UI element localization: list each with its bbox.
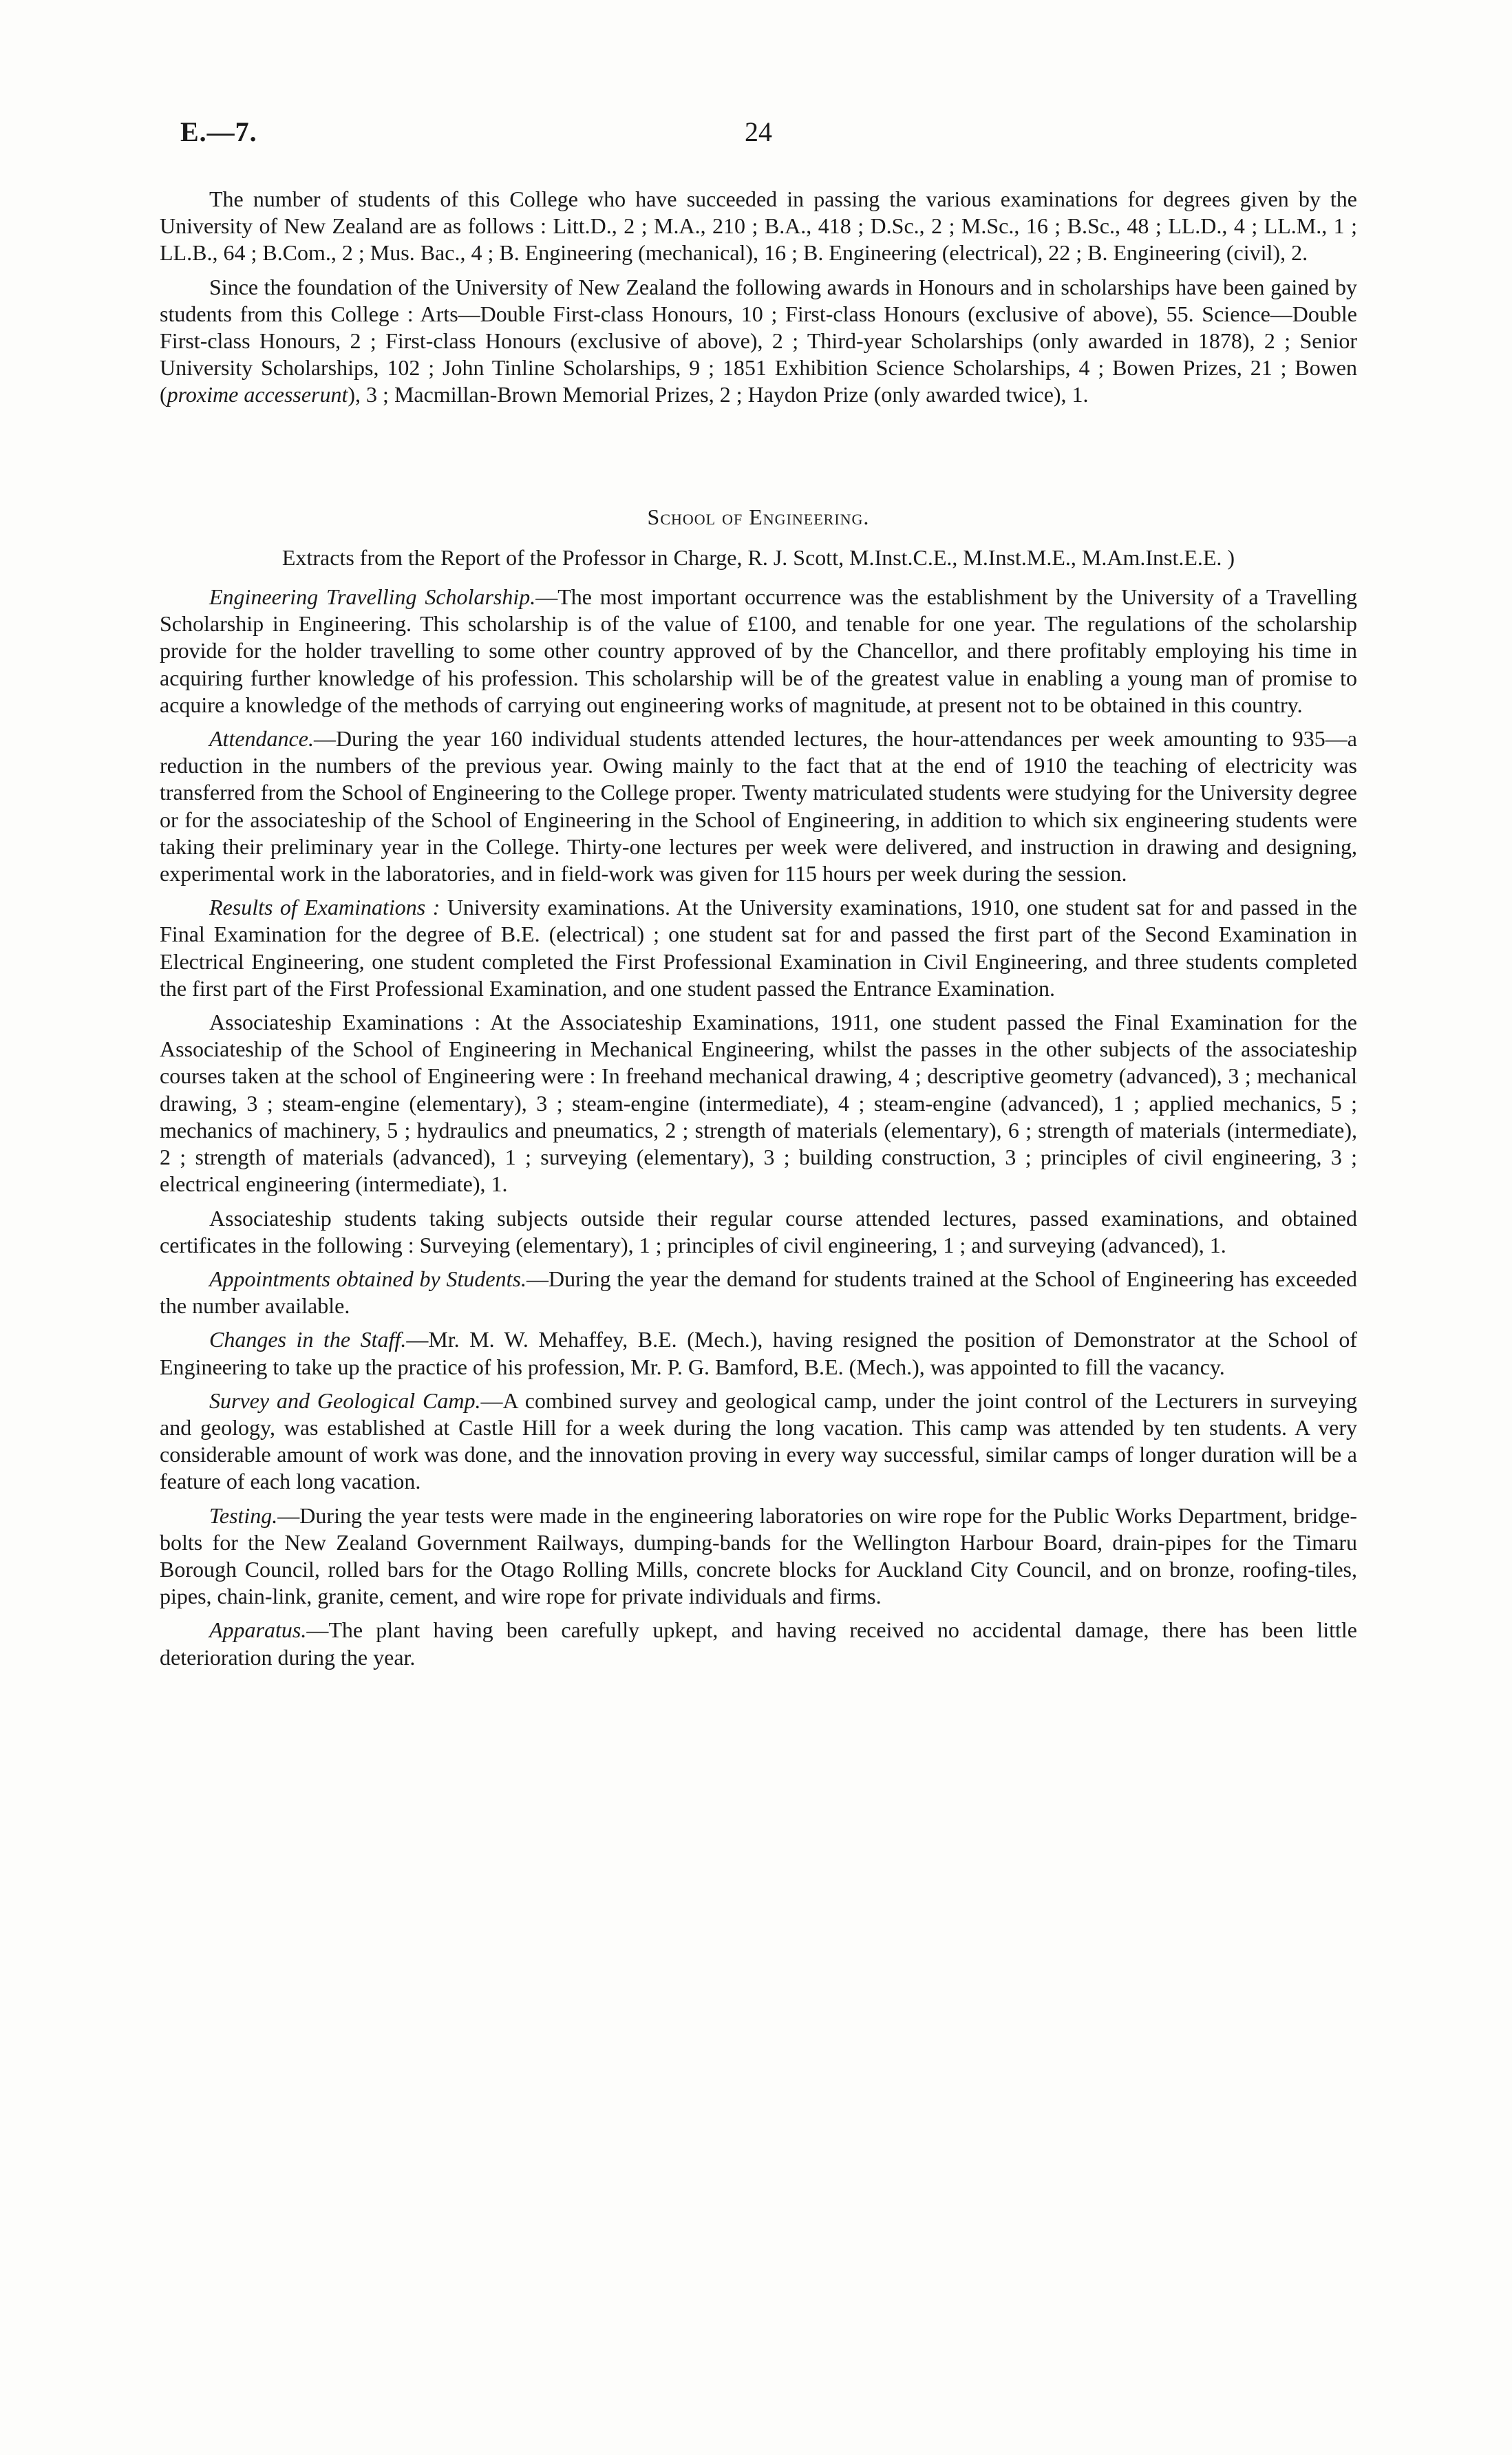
paragraph-heading: Survey and Geological Camp. xyxy=(209,1388,481,1413)
page-number: 24 xyxy=(745,116,772,147)
paragraph-survey-camp xyxy=(160,1388,1357,1496)
paragraph-heading: Testing. xyxy=(209,1502,278,1528)
paragraph-text: —Mr. M. W. Mehaffey, B.E. (Mech.), having resigned the position of Demonstrator at the School of Engineering to take up the practice of his profession, Mr. P. G. Bamford, B.E. (Mech.), was appointed to fill the vacancy. xyxy=(160,1327,1358,1379)
paragraph-results-of-examinations xyxy=(160,894,1357,1002)
page-header xyxy=(180,116,1350,150)
body-text xyxy=(160,186,1357,1678)
paragraph-text: —A combined survey and geological camp, under the joint control of the Lecturers in surveying and geology, was established at Castle Hill for a week during the long vacation. This camp was attended by ten students. A very considerable amount of work was done, and the innovation proving in every way successful, similar camps of longer duration will be a feature of each long vacation. xyxy=(160,1388,1358,1494)
honours-text-start: Since the foundation of the University of New Zealand the following awards in Honours and in scholarships have been gained by students from this College : Arts—Double First-class Honours, 10 ; First-class Honours (exclusive of above), 55. Science—Double First-class Honours, 2 ; First-class Honours (exclusive of above), 2 ; Third-year Scholarships (only awarded in 1878), 2 ; Senior University Scholarships, 102 ; John Tinline Scholarships, 9 ; 1851 Exhibition Science Scholarships, 4 ; Bowen Prizes, 21 ; Bowen ( xyxy=(160,274,1357,407)
paragraph-testing xyxy=(160,1502,1357,1611)
paragraph-text: University examinations. At the University examinations, 1910, one student sat for and passed in the Final Examination for the degree of B.E. (electrical) ; one student sat for and passed the first part of the Second Examination in Electrical Engineering, one student completed the First Professional Examination in Civil Engineering, and three students completed the first part of the First Professional Examination, and one student passed the Entrance Examination. xyxy=(160,895,1358,1001)
paragraph-heading: Attendance. xyxy=(209,726,314,752)
paragraph-appointments xyxy=(160,1266,1357,1319)
paragraph-apparatus xyxy=(160,1617,1357,1670)
paragraph-attendance xyxy=(160,725,1357,887)
intro-paragraph-degrees: The number of students of this College who have succeeded in passing the various examinations for degrees given by the University of New Zealand are as follows : Litt.D., 2 ; M.A., 210 ; B.A., 418 ; D.Sc., 2 ; M.Sc., 16 ; B.Sc., 48 ; LL.D., 4 ; LL.M., 1 ; LL.B., 64 ; B.Com., 2 ; Mus. Bac., 4 ; B. Engineering (mechanical), 16 ; B. Engineering (electrical), 22 ; B. Engineering (civil), 2. xyxy=(160,187,1357,266)
paragraph-associateship-examinations xyxy=(160,1009,1357,1198)
section-subtitle: Extracts from the Report of the Professor in Charge, R. J. Scott, M.Inst.C.E., M.Inst.M.E., M.Am.Inst.E.E. ) xyxy=(281,544,1235,570)
intro-paragraph-honours xyxy=(160,274,1357,409)
paragraph-staff-changes xyxy=(160,1326,1357,1380)
paragraph-heading: Apparatus. xyxy=(209,1617,307,1643)
paragraph-text: —The most important occurrence was the establishment by the University of a Travelling Scholarship in Engineering. This scholarship is of the value of £100, and tenable for one year. The regulations of the scholarship provide for the holder travelling to some other country approved of by the Chancellor, and there profitably employing his time in acquiring further knowledge of his profession. This scholarship will be of the greatest value in enabling a young man of promise to acquire a knowledge of the methods of carrying out engineering works of magnitude, at present not to be obtained in this country. xyxy=(160,584,1358,717)
paragraph-heading: Engineering Travelling Scholarship. xyxy=(209,584,536,610)
latin-phrase: proxime accesserunt xyxy=(167,382,348,407)
paragraph-text: Associateship students taking subjects outside their regular course attended lectures, passed examinations, and obtained certificates in the following : Surveying (elementary), 1 ; principles of civil engineering, 1 ; and surveying (advanced), 1. xyxy=(160,1205,1357,1257)
paragraph-heading: Results of Examinations : xyxy=(209,895,440,920)
honours-text-end: ), 3 ; Macmillan-Brown Memorial Prizes, 2 ; Haydon Prize (only awarded twice), 1. xyxy=(348,382,1089,407)
paragraph-text: Associateship Examinations : At the Associateship Examinations, 1911, one student passed the Final Examination for the Associateship of the School of Engineering in Mechanical Engineering, whilst the passes in the other subjects of the associateship courses taken at the school of Engineering were : In freehand mechanical drawing, 4 ; descriptive geometry (advanced), 3 ; mechanical drawing, 3 ; steam-engine (elementary), 3 ; steam-engine (intermediate), 4 ; steam-engine (advanced), 1 ; applied mechanics, 5 ; mechanics of machinery, 5 ; hydraulics and pneumatics, 2 ; strength of materials (elementary), 6 ; strength of materials (intermediate), 2 ; strength of materials (advanced), 1 ; surveying (elementary), 3 ; building construction, 3 ; principles of civil engineering, 3 ; electrical engineering (intermediate), 1. xyxy=(160,1010,1357,1197)
paragraph-text: —During the year the demand for students trained at the School of Engineering has exceeded the number available. xyxy=(160,1266,1358,1319)
paragraph-travelling-scholarship xyxy=(160,584,1357,719)
paragraph-text: —During the year tests were made in the engineering laboratories on wire rope for the Public Works Department, bridge-bolts for the New Zealand Government Railways, dumping-bands for the Wellington Harbour Board, drain-pipes for the Timaru Borough Council, rolled bars for the Otago Rolling Mills, concrete blocks for Auckland City Council, and on bronze, roofing-tiles, pipes, chain-link, granite, cement, and wire rope for private individuals and firms. xyxy=(160,1502,1357,1609)
paragraph-heading: Appointments obtained by Students. xyxy=(209,1266,526,1291)
section-title: School of Engineering. xyxy=(647,504,870,529)
paragraph-heading: Changes in the Staff. xyxy=(209,1327,407,1352)
paragraph-associateship-students xyxy=(160,1205,1357,1259)
paragraph-text: —During the year 160 individual students attended lectures, the hour-attendances per week amounting to 935—a reduction in the numbers of the previous year. Owing mainly to the fact that at the end of 1910 the teaching of electricity was transferred from the School of Engineering to the College proper. Twenty matriculated students were studying for the University degree or for the associateship of the School of Engineering in the School of Engineering, in addition to which six engineering students were taking their preliminary year in the College. Thirty-one lectures per week were delivered, and instruction in drawing and designing, experimental work in the laboratories, and in field-work was given for 115 hours per week during the session. xyxy=(160,726,1357,886)
document-reference: E.—7. xyxy=(180,116,257,147)
paragraph-text: —The plant having been carefully upkept, and having received no accidental damage, there has been little deterioration during the year. xyxy=(160,1617,1357,1670)
